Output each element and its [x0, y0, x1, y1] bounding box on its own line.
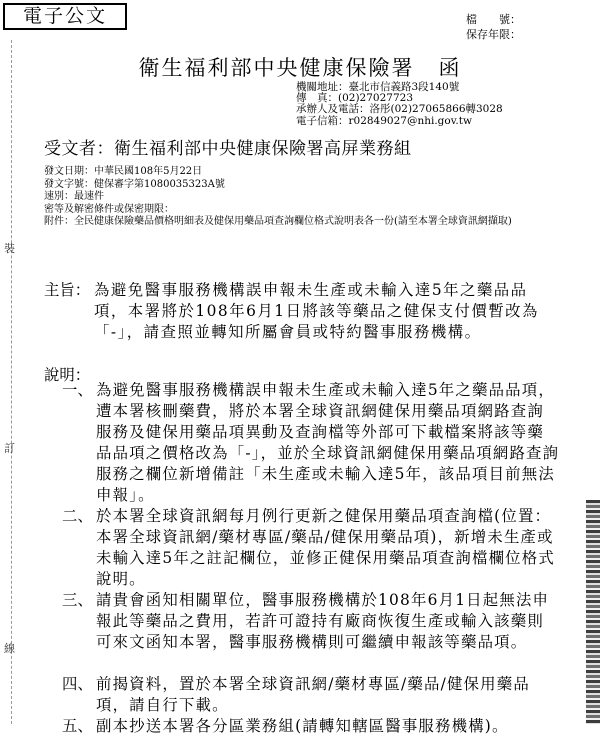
contact-person: 承辦人及電話：洛彤(02)27065866轉3028 [296, 103, 503, 116]
agency-name: 衛生福利部中央健康保險署 [138, 56, 415, 80]
issue-date: 中華民國108年5月22日 [94, 166, 203, 177]
side-seal-stamp [586, 500, 600, 724]
subject-text: 為避免醫事服務機構誤申報未生產或未輸入達5年之藥品品項，本署將於108年6月1日將該等藥品之健保支付價暫改為「-」，請查照並轉知所屬會員或特約醫事服務機構。 [94, 281, 539, 341]
item-text: 前揭資料，置於本署全球資訊網/藥材專區/藥品/健保用藥品項，請自行下載。 [96, 675, 530, 714]
item-text: 為避免醫事服務機構誤申報未生產或未輸入達5年之藥品品項，遭本署核刪藥費，將於本署全球資訊網健保用藥品項網路查詢服務及健保用藥品項異動及查詢檔等外部可下載檔案將該等藥品品項之價格改為「-」，並於全球資訊網健保用藥品項網路查詢服務之欄位新增備註「未生產或未輸入達5年，該品項目前無法申報」。 [96, 381, 560, 504]
binding-line [11, 40, 12, 724]
electronic-document-badge: 電子公文 [3, 3, 127, 30]
subject-label: 主旨： [44, 281, 91, 299]
item-number: 三、 [62, 591, 93, 609]
binding-mark-3: 線 [4, 642, 15, 655]
subject-section [44, 280, 556, 343]
document-number: 健保審字第1080035323A號 [94, 178, 225, 190]
explanation-item-5 [44, 716, 560, 737]
attachment-text: 全民健康保險藥品價格明細表及健保用藥品項查詢欄位格式說明表各一份(請至本署全球資訊網擷取) [74, 216, 512, 228]
retention-label: 保存年限： [466, 28, 521, 41]
item-number: 一、 [62, 381, 93, 399]
item-number: 五、 [62, 717, 93, 735]
attachment-label: 附件： [44, 216, 74, 228]
item-number: 二、 [62, 507, 93, 525]
item-text: 於本署全球資訊網每月例行更新之健保用藥品項查詢檔(位置：本署全球資訊網/藥材專區/藥品/健保用藥品項)，新增未生產或未輸入達5年之註記欄位，並修正健保用藥品項查詢檔欄位格式說明。 [96, 507, 555, 588]
number-label: 發文字號： [44, 178, 94, 190]
speed-label: 速別： [44, 191, 74, 203]
agency-title [0, 52, 600, 82]
item-text: 請貴會函知相關單位，醫事服務機構於108年6月1日起無法申報此等藥品之費用，若許可證持有廠商恢復生產或輸入該藥則可來文函知本署，醫事服務機構則可繼續申報該等藥品項。 [96, 591, 550, 651]
item-number: 四、 [62, 675, 93, 693]
contact-email: 電子信箱：r02849027@nhi.gov.tw [296, 114, 472, 127]
explanation-item-4 [44, 674, 560, 716]
document-kind: 函 [438, 56, 462, 80]
contact-block [296, 82, 503, 127]
explanation-item-1 [44, 380, 560, 506]
item-text: 副本抄送本署各分區業務組(請轉知轄區醫事服務機構)。 [96, 717, 509, 735]
binding-mark-1: 裝 [4, 242, 15, 255]
delivery-speed: 最速件 [74, 191, 104, 203]
explanation-item-2 [44, 506, 560, 590]
file-number-label: 檔 號： [466, 13, 521, 26]
explanation-label: 說明： [44, 366, 91, 384]
secrecy-label: 密等及解密條件或保密期限： [44, 203, 174, 215]
explanation-item-3 [44, 590, 560, 653]
recipient: 受文者：衛生福利部中央健康保險署高屏業務組 [44, 139, 412, 159]
agency-address: 機關地址：臺北市信義路3段140號 [296, 81, 460, 93]
document-meta [44, 166, 564, 229]
date-label: 發文日期： [44, 166, 94, 177]
binding-mark-2: 訂 [4, 442, 15, 455]
agency-fax: 傳 真：(02)27027723 [296, 92, 413, 105]
